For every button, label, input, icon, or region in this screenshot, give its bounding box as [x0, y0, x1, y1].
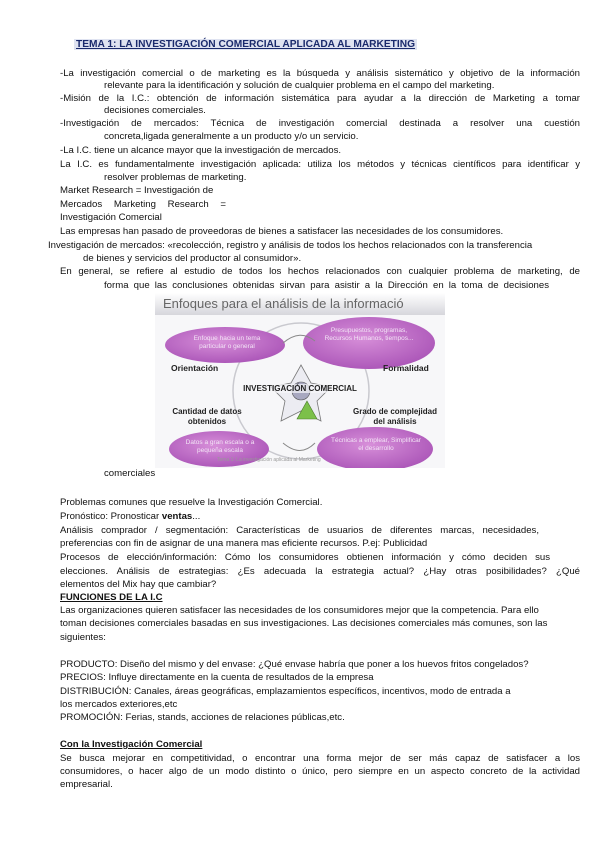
label-cantidad-datos: Cantidad de datos obtenidos [172, 407, 242, 426]
con-ic-line: consumidores, o hacer algo de un modo distinto o único, pero siempre en un aspecto concreto de la actividad [60, 766, 580, 777]
intro-line: relevante para la identificación y solución de cualquier problema en el campo del marketing. [104, 80, 495, 91]
problems-line: Procesos de elección/información: Cómo los consumidores obtienen información y cómo deciden sus [60, 552, 550, 563]
intro-line: comerciales [104, 468, 156, 479]
intro-line: En general, se refiere al estudio de todos los hechos relacionados con cualquier problema de marketing, de [60, 266, 580, 277]
forecast-text: Pronóstico: Pronosticar [60, 511, 162, 522]
page-title: TEMA 1: LA INVESTIGACIÓN COMERCIAL APLICADA AL MARKETING [76, 39, 416, 50]
decision-distribucion: DISTRIBUCIÓN: Canales, áreas geográficas, emplazamientos específicos, incentivos, modo de entrada a [60, 686, 511, 697]
funciones-line: Las organizaciones quieren satisfacer las necesidades de los consumidores mejor que la competencia. Para ello [60, 605, 539, 616]
intro-line: forma que las conclusiones obtenidas sirvan para asistir a la Dirección en la toma de decisiones [104, 280, 549, 291]
problems-line: Problemas comunes que resuelve la Investigación Comercial. [60, 497, 323, 508]
con-ic-line: Se busca mejorar en competitividad, o encontrar una forma mejor de ser más capaz de satisfacer a los [60, 753, 580, 764]
intro-line: de bienes y servicios del productor al consumidor». [83, 253, 302, 264]
problems-line: elementos del Mix hay que cambiar? [60, 579, 217, 590]
intro-line: -Misión de la I.C.: obtención de información sistemática para ayudar a la dirección de Marketing a tomar [60, 93, 580, 104]
intro-line: resolver problemas de marketing. [104, 172, 247, 183]
bubble-text-orientation: Enfoque hacia un tema particular o general [193, 335, 261, 350]
con-ic-line: empresarial. [60, 779, 113, 790]
problems-line [60, 511, 200, 523]
funciones-line: toman decisiones comerciales basadas en sus investigaciones. Las decisiones comerciales más comunes, son las [60, 618, 548, 629]
decision-distribucion-cont: los mercados exteriores,etc [60, 699, 178, 710]
diagram-center-label: INVESTIGACIÓN COMERCIAL [235, 384, 365, 393]
approaches-diagram [155, 293, 445, 468]
intro-line: Investigación Comercial [60, 212, 162, 223]
intro-line: -Investigación de mercados: Técnica de investigación comercial destinada a resolver una cuestión [60, 118, 580, 129]
intro-line: Market Research = Investigación de [60, 185, 214, 196]
intro-line: Mercados Marketing Research = [60, 199, 226, 210]
intro-line: Investigación de mercados: «recolección, registro y análisis de todos los hechos relacionados con la transferencia [48, 240, 533, 251]
label-orientacion: Orientación [171, 363, 219, 373]
intro-line: decisiones comerciales. [104, 105, 206, 116]
decision-producto: PRODUCTO: Diseño del mismo y del envase: ¿Qué envase habría que poner a los huevos fritos congelados? [60, 659, 529, 670]
label-formalidad: Formalidad [383, 363, 429, 373]
figure-caption: Tema 1: La investigación aplicada al Marketing [217, 457, 321, 463]
intro-line: concreta,ligada generalmente a un producto y/o un servicio. [104, 131, 359, 142]
funciones-heading: FUNCIONES DE LA I.C [60, 592, 163, 603]
bubble-text-data: Datos a gran escala o a pequeña escala [185, 439, 255, 454]
bubble-text-complexity: Técnicas a emplear, Simplificar el desarrollo [331, 437, 421, 452]
intro-line: -La I.C. tiene un alcance mayor que la investigación de mercados. [60, 145, 342, 156]
intro-line: -La investigación comercial o de marketing es la búsqueda y análisis sistemático y objetivo de la información [60, 68, 580, 79]
decision-precios: PRECIOS: Influye directamente en la cuenta de resultados de la empresa [60, 672, 374, 683]
con-ic-heading: Con la Investigación Comercial [60, 739, 203, 750]
problems-line: elecciones. Análisis de estrategias: ¿Es adecuada la estrategia actual? ¿Hay otras posibilidades? ¿Qué [60, 566, 580, 577]
forecast-sales: ventas [161, 511, 193, 522]
forecast-ellipsis: ... [192, 511, 201, 522]
decision-promocion: PROMOCIÓN: Ferias, stands, acciones de relaciones públicas,etc. [60, 712, 345, 723]
bubble-top-right [303, 317, 435, 369]
intro-line: La I.C. es fundamentalmente investigación aplicada: utiliza los métodos y técnicas científicos para identificar y [60, 159, 580, 170]
bubble-text-formality: Presupuestos, programas, Recursos Humanos, tiempos... [324, 327, 414, 342]
figure-heading: Enfoques para el análisis de la informació [163, 296, 404, 311]
intro-line: Las empresas han pasado de proveedoras de bienes a satisfacer las necesidades de los consumidores. [60, 226, 504, 237]
problems-line: Análisis comprador / segmentación: Características de usuarios de diferentes marcas, necesidades, [60, 525, 539, 536]
label-complejidad: Grado de complejidad del análisis [352, 407, 437, 426]
problems-line: preferencias con fin de asignar de una manera mas eficiente recursos. P.ej: Publicidad [60, 538, 428, 549]
funciones-line: siguientes: [60, 632, 106, 643]
